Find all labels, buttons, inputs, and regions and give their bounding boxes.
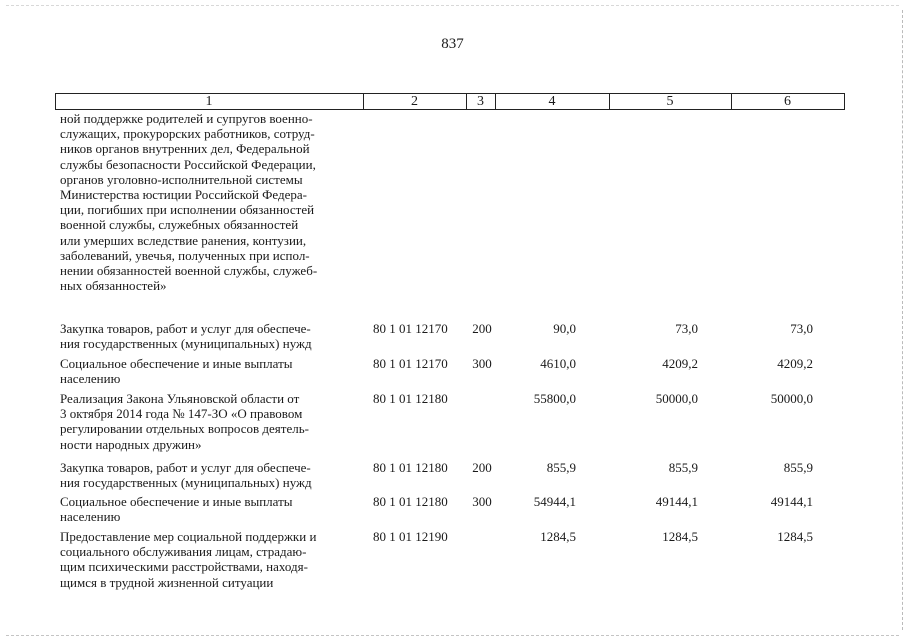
expense-type-code: 300 — [472, 494, 492, 509]
table-row-description — [60, 529, 362, 590]
description-line: службы безопасности Российской Федерации, — [60, 156, 316, 172]
amount-col-5: 1284,5 — [662, 529, 698, 544]
target-article-code: 80 1 01 12190 — [373, 529, 448, 544]
description-line: населению — [60, 371, 121, 387]
header-col-4: 4 — [548, 94, 556, 109]
amount-col-4: 4610,0 — [540, 356, 576, 371]
expense-type-code: 200 — [472, 460, 492, 475]
amount-col-6: 50000,0 — [770, 391, 813, 406]
table-row-description — [60, 494, 362, 524]
scan-edge-bottom — [6, 634, 899, 636]
amount-col-5: 49144,1 — [655, 494, 698, 509]
table-row-description — [60, 460, 362, 490]
description-line: Закупка товаров, работ и услуг для обеспече- — [60, 460, 311, 475]
description-line: 3 октября 2014 года № 147-ЗО «О правовом — [60, 406, 303, 422]
target-article-code: 80 1 01 12180 — [373, 460, 448, 475]
amount-col-5: 4209,2 — [662, 356, 698, 371]
description-line: щим психическими расстройствами, находя- — [60, 559, 308, 575]
amount-col-6: 1284,5 — [777, 529, 813, 544]
amount-col-5: 855,9 — [668, 460, 698, 475]
description-line: ников органов внутренних дел, Федеральной — [60, 141, 310, 157]
target-article-code: 80 1 01 12180 — [373, 494, 448, 509]
description-line: или умерших вследствие ранения, контузии, — [60, 232, 307, 248]
table-header — [55, 93, 845, 110]
table-row-description — [60, 111, 362, 293]
amount-col-4: 54944,1 — [533, 494, 576, 509]
description-line: населению — [60, 509, 121, 525]
header-divider — [844, 93, 845, 110]
amount-col-4: 90,0 — [553, 321, 576, 336]
description-line: ции, погибших при исполнении обязанностей — [60, 202, 315, 218]
description-line: заболеваний, увечья, полученных при испол- — [60, 247, 310, 263]
page-number: 837 — [441, 36, 464, 52]
amount-col-6: 49144,1 — [770, 494, 813, 509]
scan-edge-top — [6, 5, 899, 7]
target-article-code: 80 1 01 12170 — [373, 321, 448, 336]
description-line: ности народных дружин» — [60, 436, 202, 452]
header-col-1: 1 — [205, 94, 213, 109]
table-row-description — [60, 391, 362, 452]
header-col-3: 3 — [477, 94, 484, 109]
table-row-description — [60, 321, 362, 351]
target-article-code: 80 1 01 12180 — [373, 391, 448, 406]
description-line: военной службы, служебных обязанностей — [60, 217, 299, 233]
expense-type-code: 300 — [472, 356, 492, 371]
description-line: Закупка товаров, работ и услуг для обеспече- — [60, 321, 311, 336]
amount-col-6: 4209,2 — [777, 356, 813, 371]
description-line: ных обязанностей» — [60, 278, 167, 294]
expense-type-code: 200 — [472, 321, 492, 336]
description-line: Социальное обеспечение и иные выплаты — [60, 494, 293, 509]
description-line: органов уголовно-исполнительной системы — [60, 171, 303, 187]
amount-col-4: 1284,5 — [540, 529, 576, 544]
amount-col-5: 73,0 — [675, 321, 698, 336]
description-line: Министерства юстиции Российской Федера- — [60, 187, 307, 203]
amount-col-6: 73,0 — [790, 321, 813, 336]
scan-edge-right — [901, 10, 903, 630]
description-line: Социальное обеспечение и иные выплаты — [60, 356, 293, 371]
description-line: Предоставление мер социальной поддержки и — [60, 529, 317, 544]
description-line: ния государственных (муниципальных) нужд — [60, 475, 312, 491]
header-col-2: 2 — [411, 94, 418, 109]
description-line: щимся в трудной жизненной ситуации — [60, 574, 274, 590]
amount-col-6: 855,9 — [783, 460, 813, 475]
amount-col-5: 50000,0 — [655, 391, 698, 406]
amount-col-4: 855,9 — [546, 460, 576, 475]
description-line: нении обязанностей военной службы, служеб- — [60, 263, 318, 279]
description-line: ной поддержке родителей и супругов военно- — [60, 111, 313, 126]
amount-col-4: 55800,0 — [533, 391, 576, 406]
header-col-6: 6 — [784, 94, 791, 109]
description-line: социального обслуживания лицам, страдаю- — [60, 544, 307, 560]
description-line: ния государственных (муниципальных) нужд — [60, 336, 312, 352]
description-line: Реализация Закона Ульяновской области от — [60, 391, 300, 406]
description-line: служащих, прокурорских работников, сотруд- — [60, 126, 315, 142]
description-line: регулировании отдельных вопросов деятель- — [60, 421, 309, 437]
header-col-5: 5 — [666, 94, 674, 109]
table-row-description — [60, 356, 362, 386]
target-article-code: 80 1 01 12170 — [373, 356, 448, 371]
